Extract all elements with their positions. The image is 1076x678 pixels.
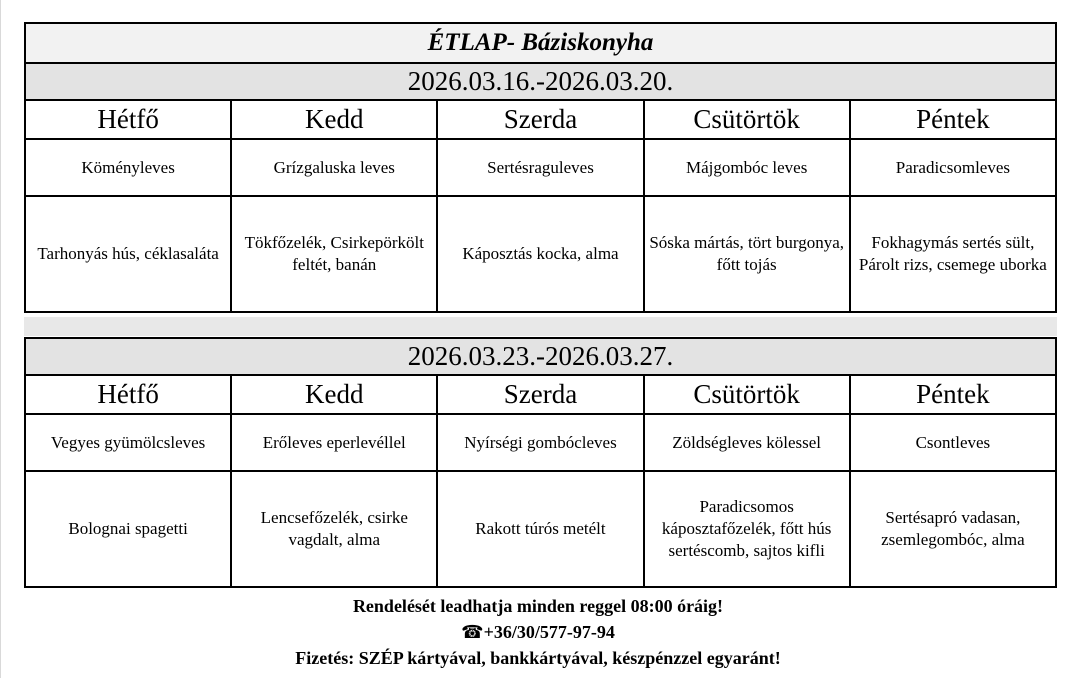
day-header-wednesday: Szerda <box>437 375 643 414</box>
main-course-cell: Tarhonyás hús, céklasaláta <box>25 196 231 312</box>
main-course-cell: Fokhagymás sertés sült, Párolt rizs, csemege uborka <box>850 196 1056 312</box>
day-header-tuesday: Kedd <box>231 375 437 414</box>
soup-cell: Köményleves <box>25 139 231 196</box>
day-header-friday: Péntek <box>850 100 1056 139</box>
soup-cell: Vegyes gyümölcsleves <box>25 414 231 471</box>
day-header-thursday: Csütörtök <box>644 375 850 414</box>
soup-cell: Paradicsomleves <box>850 139 1056 196</box>
soup-cell: Grízgaluska leves <box>231 139 437 196</box>
main-course-cell: Tökfőzelék, Csirkepörkölt feltét, banán <box>231 196 437 312</box>
footer <box>0 593 1076 671</box>
menu-title: ÉTLAP- Báziskonyha <box>25 23 1056 63</box>
soup-cell: Csontleves <box>850 414 1056 471</box>
soup-cell: Zöldségleves kölessel <box>644 414 850 471</box>
week-date-range: 2026.03.16.-2026.03.20. <box>25 63 1056 100</box>
soup-cell: Erőleves eperlevéllel <box>231 414 437 471</box>
week-1-menu-table <box>24 22 1057 313</box>
main-course-cell: Bolognai spagetti <box>25 471 231 587</box>
phone-number: +36/30/577-97-94 <box>483 622 615 642</box>
main-course-cell: Rakott túrós metélt <box>437 471 643 587</box>
soup-cell: Májgombóc leves <box>644 139 850 196</box>
main-course-cell: Lencsefőzelék, csirke vagdalt, alma <box>231 471 437 587</box>
main-course-cell: Sertésapró vadasan, zsemlegombóc, alma <box>850 471 1056 587</box>
page-edge-line <box>0 0 1 678</box>
payment-note: Fizetés: SZÉP kártyával, bankkártyával, készpénzzel egyaránt! <box>295 648 781 668</box>
day-header-wednesday: Szerda <box>437 100 643 139</box>
week-2-menu-table <box>24 337 1057 588</box>
day-header-monday: Hétfő <box>25 375 231 414</box>
day-header-tuesday: Kedd <box>231 100 437 139</box>
order-note: Rendelését leadhatja minden reggel 08:00 óráig! <box>352 596 724 616</box>
phone-line <box>0 619 1076 645</box>
main-course-cell: Káposztás kocka, alma <box>437 196 643 312</box>
soup-cell: Nyírségi gombócleves <box>437 414 643 471</box>
day-header-monday: Hétfő <box>25 100 231 139</box>
main-course-cell: Sóska mártás, tört burgonya, főtt tojás <box>644 196 850 312</box>
telephone-icon: ☎ <box>461 622 484 642</box>
week-separator <box>24 317 1057 336</box>
main-course-cell: Paradicsomos káposztafőzelék, főtt hús sertéscomb, sajtos kifli <box>644 471 850 587</box>
day-header-friday: Péntek <box>850 375 1056 414</box>
day-header-thursday: Csütörtök <box>644 100 850 139</box>
week-date-range: 2026.03.23.-2026.03.27. <box>25 338 1056 375</box>
soup-cell: Sertésraguleves <box>437 139 643 196</box>
